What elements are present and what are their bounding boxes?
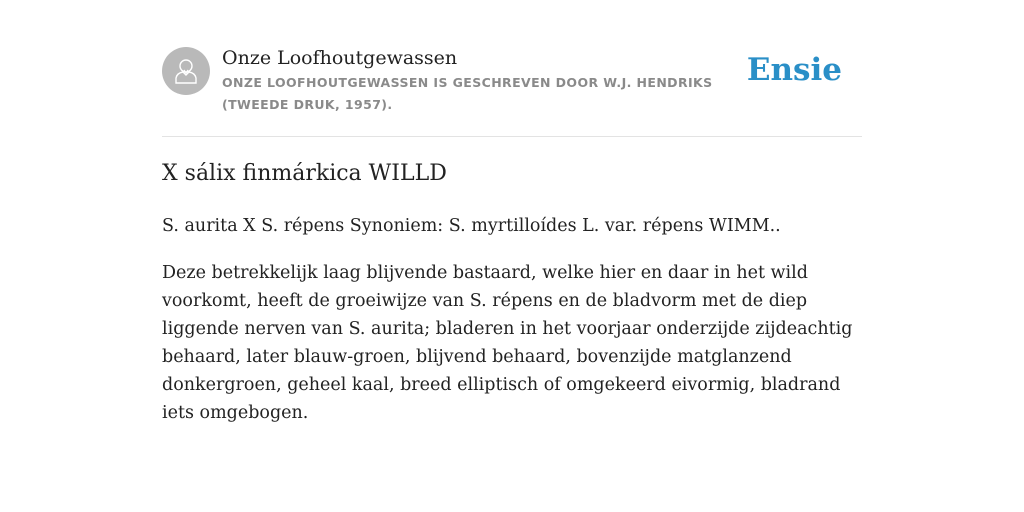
- entry-description: Deze betrekkelijk laag blijvende bastaard, welke hier en daar in het wild voorkomt, heeft de groeiwijze van S. répens en de bladvorm met de diep liggende nerven van S. aurita; bladeren in het voorjaar onderzijde zijdeachtig behaard, later blauw-groen, blijvend behaard, bovenzijde matglanzend donkergroen, geheel kaal, breed elliptisch of omgekeerd eivormig, bladrand iets omgebogen.: [162, 263, 853, 423]
- brand-logo-link[interactable]: Ensie: [746, 52, 842, 88]
- entry-title: X sálix finmárkica WILLD: [162, 161, 447, 186]
- entry-synonym: S. aurita X S. répens Synoniem: S. myrtilloídes L. var. répens WIMM..: [162, 216, 781, 236]
- source-avatar[interactable]: [162, 47, 210, 95]
- source-title[interactable]: Onze Loofhoutgewassen: [222, 47, 458, 69]
- source-description: ONZE LOOFHOUTGEWASSEN IS GESCHREVEN DOOR W.J. HENDRIKS (TWEEDE DRUK, 1957).: [222, 75, 713, 112]
- source-header: [162, 46, 862, 137]
- user-icon: [171, 56, 201, 86]
